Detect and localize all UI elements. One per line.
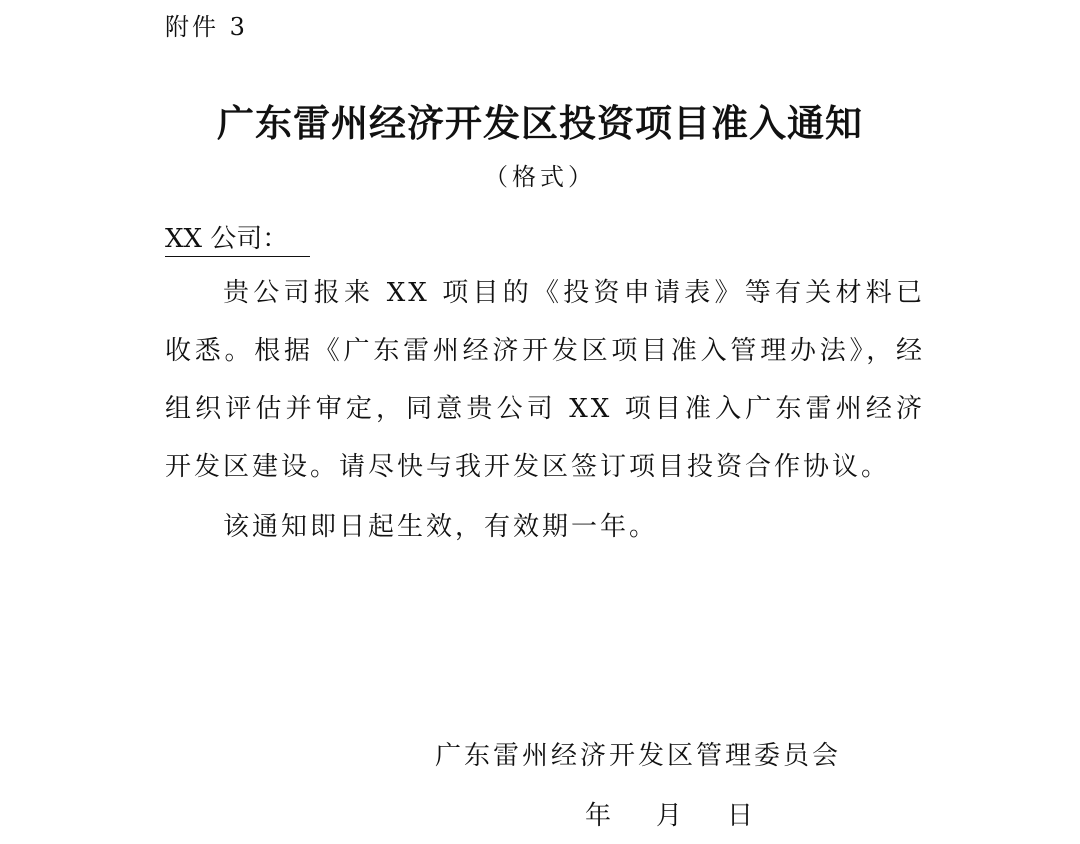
document-title: 广东雷州经济开发区投资项目准入通知 [217, 102, 863, 145]
date-year-label: 年 [585, 801, 612, 831]
recipient-line: XX 公司： [165, 222, 310, 257]
date-month-label: 月 [656, 801, 683, 831]
attachment-label: 附件 3 [165, 13, 248, 41]
date-day-label: 日 [727, 801, 754, 831]
issuer-signature: 广东雷州经济开发区管理委员会 [435, 741, 842, 771]
body-paragraph-main: 贵公司报来 XX 项目的《投资申请表》等有关材料已收悉。根据《广东雷州经济开发区项目准入管理办法》，经组织评估并审定，同意贵公司 XX 项目准入广东雷州经济开发区建设。请尽快与我开发区签订项目投资合作协议。 [165, 278, 925, 482]
issue-date [585, 796, 753, 836]
body-paragraph-validity: 该通知即日起生效，有效期一年。 [223, 512, 659, 542]
document-subtitle: （格式） [484, 163, 596, 191]
